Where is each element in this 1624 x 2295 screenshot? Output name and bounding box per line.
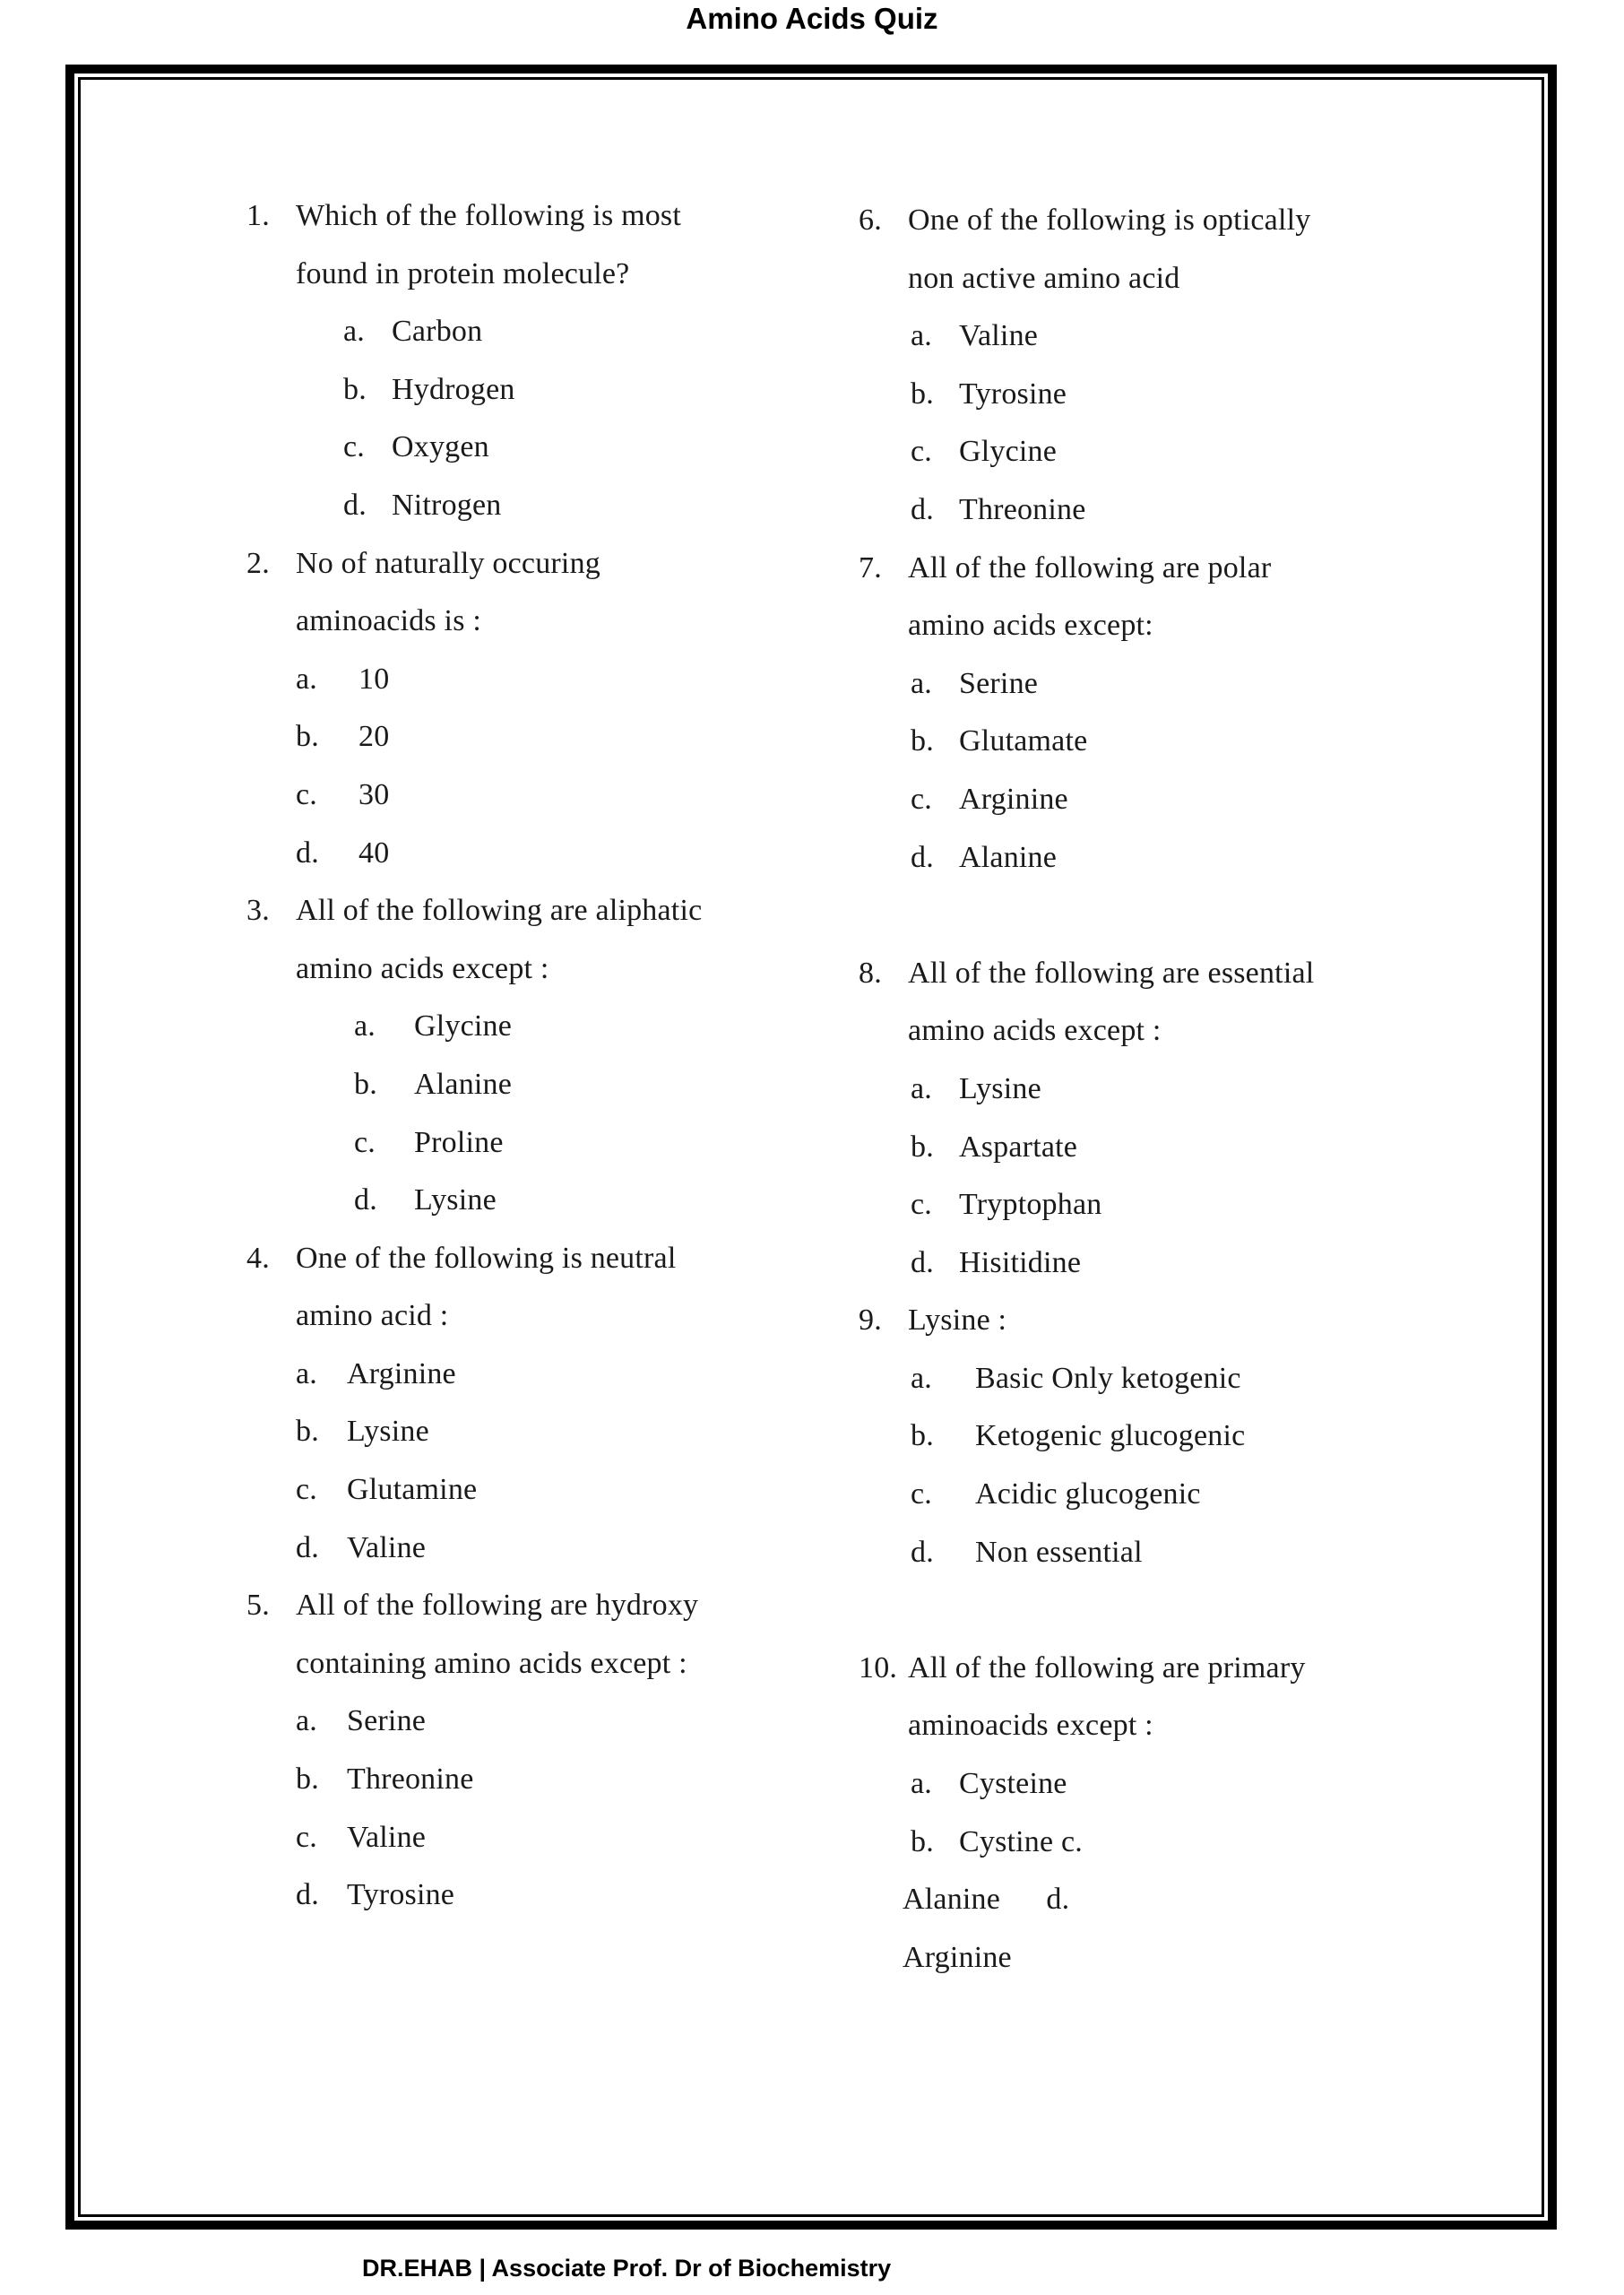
question-number: 7. [859, 550, 882, 585]
option-text: Serine [347, 1704, 427, 1738]
text-line [246, 1056, 892, 1114]
option-label: c. [354, 1125, 376, 1159]
option-label: d. [296, 836, 319, 870]
text-line [859, 597, 1504, 655]
text-line [859, 1119, 1504, 1177]
text-line [246, 535, 892, 593]
text-line [859, 481, 1504, 540]
option-text: Arginine [903, 1940, 1012, 1974]
option-label: a. [296, 662, 317, 696]
option-label: b. [911, 1824, 934, 1858]
option-label: d. [343, 488, 367, 522]
text-line [246, 651, 892, 709]
text-line [246, 1866, 892, 1925]
question-block [246, 882, 892, 1230]
text-line [246, 187, 892, 246]
option-label: b. [296, 1762, 319, 1797]
text-line [859, 655, 1504, 714]
text-line [246, 1809, 892, 1867]
question-text: aminoacids is : [296, 604, 481, 638]
option-label: c. [911, 782, 932, 816]
option-label: c. [343, 430, 365, 464]
question-text: All of the following are hydroxy [296, 1589, 699, 1623]
question-text: All of the following are aliphatic [296, 894, 703, 928]
option-text: Aspartate [959, 1130, 1078, 1164]
text-line [859, 1061, 1504, 1119]
option-text: Arginine [347, 1356, 456, 1390]
question-block [246, 1230, 892, 1578]
question-text: All of the following are polar [908, 550, 1272, 585]
option-label: d. [911, 1535, 934, 1569]
option-label: c. [911, 435, 932, 469]
option-text: Alanine d. [903, 1883, 1070, 1917]
text-line [859, 945, 1504, 1003]
option-text: Glutamine [347, 1473, 478, 1507]
option-label: a. [911, 1767, 932, 1801]
text-line [246, 708, 892, 766]
option-label: a. [296, 1704, 317, 1738]
question-text: found in protein molecule? [296, 256, 630, 290]
question-block [859, 192, 1504, 540]
text-line [859, 1350, 1504, 1408]
option-text: 40 [358, 836, 390, 870]
question-number: 6. [859, 204, 882, 237]
option-text: Valine [347, 1820, 427, 1854]
option-label: c. [296, 1820, 317, 1854]
option-label: a. [911, 1071, 932, 1105]
text-line [246, 998, 892, 1056]
question-text: amino acids except : [908, 1014, 1162, 1048]
option-text: 10 [358, 662, 390, 696]
question-text: non active amino acid [908, 261, 1180, 295]
question-number: 9. [859, 1303, 882, 1338]
text-line [246, 361, 892, 420]
option-label: a. [296, 1356, 317, 1390]
option-label: b. [296, 1415, 319, 1449]
question-number: 5. [246, 1589, 270, 1623]
option-label: a. [911, 1361, 932, 1395]
question-block [859, 540, 1504, 888]
text-line [246, 593, 892, 651]
option-label: d. [911, 840, 934, 874]
option-label: c. [911, 1188, 932, 1222]
question-text: amino acid : [296, 1299, 449, 1333]
option-text: Glutamate [959, 724, 1088, 758]
question-block [859, 945, 1504, 1293]
text-line [859, 771, 1504, 829]
questions-column-right [859, 192, 1504, 1987]
option-text: Non essential [975, 1535, 1143, 1569]
text-line [859, 1292, 1504, 1350]
text-line [246, 882, 892, 940]
text-line [859, 1234, 1504, 1293]
text-line [859, 366, 1504, 424]
question-text: amino acids except : [296, 951, 549, 985]
text-line [246, 1172, 892, 1230]
question-number: 1. [246, 199, 270, 232]
question-text: All of the following are primary [908, 1650, 1306, 1684]
option-label: b. [354, 1067, 377, 1101]
text-line [859, 540, 1504, 598]
text-line [246, 1230, 892, 1288]
option-text: Hydrogen [392, 372, 515, 406]
text-line [859, 1640, 1504, 1698]
text-line [859, 1407, 1504, 1466]
option-text: Nitrogen [392, 488, 502, 522]
option-label: a. [911, 319, 932, 353]
question-text: All of the following are essential [908, 956, 1315, 990]
question-block [246, 1577, 892, 1925]
option-text: Lysine [347, 1415, 429, 1449]
text-line [246, 477, 892, 535]
text-line [859, 307, 1504, 366]
text-line [246, 940, 892, 999]
text-line [859, 1814, 1504, 1872]
question-number: 3. [246, 894, 270, 928]
text-line [859, 1524, 1504, 1582]
question-block [859, 1292, 1504, 1581]
text-line [246, 1287, 892, 1346]
option-text: 20 [358, 720, 390, 754]
option-label: d. [354, 1183, 377, 1217]
question-text: containing amino acids except : [296, 1646, 687, 1680]
option-text: Valine [347, 1530, 427, 1564]
text-line [246, 1520, 892, 1578]
option-text: Tryptophan [959, 1188, 1102, 1222]
option-label: b. [296, 720, 319, 754]
text-line [859, 1466, 1504, 1524]
questions-column-left [246, 187, 892, 1925]
option-text: Tyrosine [959, 377, 1067, 411]
text-line [246, 1461, 892, 1520]
option-label: d. [296, 1878, 319, 1912]
question-text: amino acids except: [908, 609, 1153, 643]
text-line [246, 246, 892, 304]
question-text: aminoacids except : [908, 1709, 1153, 1743]
question-number: 10. [859, 1650, 898, 1684]
option-label: b. [911, 1130, 934, 1164]
option-label: b. [911, 724, 934, 758]
text-line [859, 1929, 1504, 1988]
text-line [246, 1346, 892, 1404]
option-text: Glycine [414, 1009, 513, 1044]
option-text: 30 [358, 777, 390, 811]
option-text: Tyrosine [347, 1878, 455, 1912]
text-line [859, 1002, 1504, 1061]
option-label: c. [296, 1473, 317, 1507]
option-label: b. [911, 377, 934, 411]
question-block [246, 535, 892, 883]
option-text: Proline [414, 1125, 504, 1159]
text-line [859, 1755, 1504, 1814]
text-line [246, 1403, 892, 1461]
text-line [859, 192, 1504, 250]
question-text: One of the following is optically [908, 204, 1311, 237]
page-footer: DR.EHAB | Associate Prof. Dr of Biochemistry [362, 2255, 892, 2282]
text-line [859, 250, 1504, 308]
option-text: Carbon [392, 315, 483, 349]
text-line [246, 303, 892, 361]
question-number: 2. [246, 546, 270, 580]
option-text: Arginine [959, 782, 1068, 816]
option-text: Glycine [959, 435, 1058, 469]
text-line [859, 1871, 1504, 1929]
option-text: Basic Only ketogenic [975, 1361, 1241, 1395]
option-text: Acidic glucogenic [975, 1477, 1201, 1511]
text-line [246, 1114, 892, 1173]
question-text: Lysine : [908, 1303, 1007, 1338]
option-text: Valine [959, 319, 1039, 353]
option-label: d. [296, 1530, 319, 1564]
text-line [246, 419, 892, 477]
page-title: Amino Acids Quiz [686, 2, 938, 35]
text-line [246, 1693, 892, 1751]
text-line [859, 829, 1504, 888]
text-line [859, 1697, 1504, 1755]
option-text: Cysteine [959, 1767, 1067, 1801]
question-text: No of naturally occuring [296, 546, 600, 580]
option-text: Hisitidine [959, 1245, 1082, 1279]
option-text: Threonine [347, 1762, 474, 1797]
option-text: Threonine [959, 492, 1086, 526]
option-text: Alanine [414, 1067, 513, 1101]
option-label: c. [296, 777, 317, 811]
option-label: d. [911, 492, 934, 526]
option-label: a. [354, 1009, 376, 1044]
question-block [859, 1640, 1504, 1988]
question-block [246, 187, 892, 535]
question-number: 8. [859, 956, 882, 990]
option-label: b. [911, 1419, 934, 1453]
option-text: Cystine c. [959, 1824, 1083, 1858]
option-label: d. [911, 1245, 934, 1279]
option-label: c. [911, 1477, 932, 1511]
question-number: 4. [246, 1241, 270, 1275]
option-text: Alanine [959, 840, 1058, 874]
text-line [859, 1176, 1504, 1234]
option-text: Lysine [414, 1183, 497, 1217]
text-line [246, 1751, 892, 1809]
text-line [246, 1635, 892, 1693]
option-text: Serine [959, 666, 1039, 700]
text-line [246, 825, 892, 883]
option-text: Oxygen [392, 430, 489, 464]
text-line [859, 713, 1504, 771]
option-label: a. [911, 666, 932, 700]
question-text: Which of the following is most [296, 199, 682, 232]
text-line [859, 423, 1504, 481]
question-text: One of the following is neutral [296, 1241, 677, 1275]
text-line [246, 1577, 892, 1635]
option-label: a. [343, 315, 365, 349]
option-text: Ketogenic glucogenic [975, 1419, 1246, 1453]
option-text: Lysine [959, 1071, 1041, 1105]
text-line [246, 766, 892, 825]
option-label: b. [343, 372, 367, 406]
